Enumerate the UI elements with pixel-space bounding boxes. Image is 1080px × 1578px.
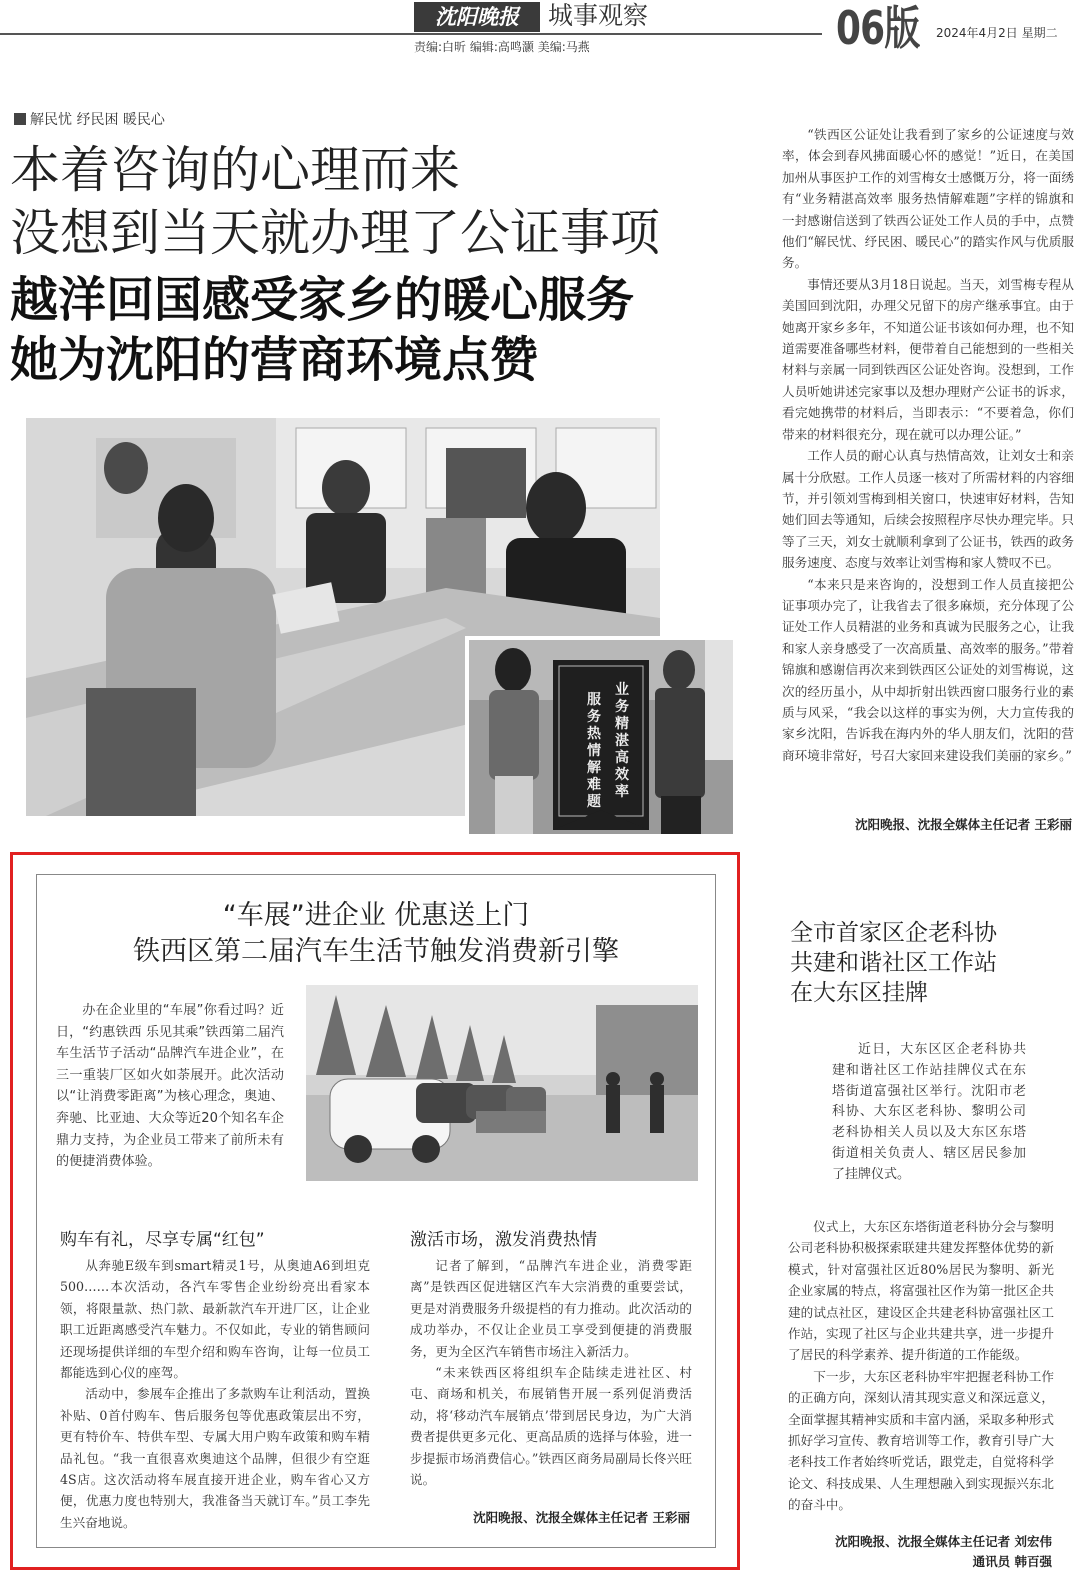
car-expo-byline: 沈阳晚报、沈报全媒体主任记者 王彩丽 [473,1510,690,1525]
top-article-body [782,124,1074,766]
car-expo-intro [56,1000,284,1173]
car-expo-column-1 [60,1255,370,1533]
science-assoc-intro [832,1040,1026,1186]
intro-paragraph: 办在企业里的“车展”你看过吗？近日，“约惠铁西 乐见其乘”铁西第二届汽车生活节子活动“品牌汽车进企业”，在三一重装厂区如火如荼展开。此次活动以“让消费零距离”为核心理念，奥迪、奔驰、比亚迪、大众等近20个知名车企鼎力支持，为企业员工带来了前所未有的便捷消费体验。 [56,1003,284,1170]
subheading-red-packet: 购车有礼，尽享专属“红包” [60,1230,265,1250]
subheading-market: 激活市场，激发消费热情 [410,1230,597,1250]
science-assoc-title [790,918,997,1008]
title-line-2: 共建和谐社区工作站 [790,950,997,976]
paragraph: 从奔驰E级车到smart精灵1号，从奥迪A6到坦克500……本次活动，各汽车零售企业纷纷亮出看家本领，将限量款、热门款、最新款汽车开进厂区，让企业职工近距离感受汽车魅力。不仅如此，专业的销售顾问还现场提供详细的车型介绍和购车咨询，让每一位员工都能选到心仪的座驾。 [60,1258,370,1381]
paragraph: 仪式上，大东区东塔街道老科协分会与黎明公司老科协积极探索联建共建发挥整体优势的新模式，针对富强社区近80%居民为黎明、新光企业家属的特点，将富强社区作为第一批区企共建的试点社区，建设区企共建老科协富强社区工作站，实现了社区与企业共建共享，进一步提升了居民的科学素养、提升街道的工作能级。 [788,1219,1054,1363]
intro-paragraph: 近日，大东区区企老科协共建和谐社区工作站挂牌仪式在东塔街道富强社区举行。沈阳市老科协、大东区老科协、黎明公司老科协相关人员以及大东区东塔街道相关负责人、辖区居民参加了挂牌仪式。 [832,1042,1026,1182]
title-line-1: 全市首家区企老科协 [790,920,997,946]
paragraph: “铁西区公证处让我看到了家乡的公证速度与效率，体会到春风拂面暖心怀的感觉！”近日，在美国加州从事医护工作的刘雪梅女士感慨万分，将一面绣有“业务精湛高效率 服务热情解难题”字样的锦旗和一封感谢信送到了铁西公证处工作人员的手中，点赞他们“解民忧、纾民困、暖民心”的踏实作风与优质服务。 [782,127,1074,271]
square-bullet-icon [14,113,26,125]
paragraph: 事情还要从3月18日说起。当天，刘雪梅专程从美国回到沈阳，办理父兄留下的房产继承事宜。由于她离开家乡多年，不知道公证书该如何办理，也不知道需要准备哪些材料，便带着自己能想到的一些相关材料与亲属一同到铁西区公证处咨询。没想到，工作人员听她讲述完家事以及想办理财产公证书的诉求，看完她携带的材料后，当即表示：“不要着急，你们带来的材料很充分，现在就可以办理公证。” [782,276,1074,442]
headline-line-1: 本着咨询的心理而来 [10,141,460,199]
banner-text-line-1: 业务精湛高效率 [615,682,629,800]
paragraph: 下一步，大东区老科协牢牢把握老科协工作的正确方向，深刻认清其现实意义和深远意义，全面掌握其精神实质和丰富内涵，采取多种形式抓好学习宣传、教育培训等工作，教育引导广大老科技工作者始终听党话，跟党走，自觉将科学论文、科技成果、人生理想融入到实现振兴东北的奋斗中。 [788,1368,1054,1513]
science-assoc-body [788,1216,1054,1516]
title-line-3: 在大东区挂牌 [790,980,928,1006]
header-rule [0,33,822,35]
paragraph: “本来只是来咨询的，没想到工作人员直接把公证事项办完了，让我省去了很多麻烦，充分体现了公证处工作人员精湛的业务和真诚为民服务之心，让我和家人亲身感受了一次高质量、高效率的服务。”带着锦旗和感谢信再次来到铁西区公证处的刘雪梅说，这次的经历虽小，从中却折射出铁西窗口服务行业的素质与风采，“我会以这样的事实为例，大力宣传我的家乡沈阳，告诉我在海内外的华人朋友们，沈阳的营商环境非常好，号召大家回来建设我们美丽的家乡。” [782,576,1074,763]
science-assoc-byline: 沈阳晚报、沈报全媒体主任记者 刘宏伟 [835,1534,1052,1549]
banner-presentation-photo [465,636,737,838]
headline-line-4: 她为沈阳的营商环境点赞 [10,332,539,388]
car-expo-title-2: 铁西区第二届汽车生活节触发消费新引擎 [133,936,619,967]
editors-credit: 责编:白昕 编辑:高鸣灏 美编:马燕 [414,40,590,54]
banner-text-line-2: 服务热情解难题 [587,692,601,810]
paragraph: 工作人员的耐心认真与热情高效，让刘女士和亲属十分欣慰。工作人员逐一核对了所需材料的内容细节，并引领刘雪梅到相关窗口，快速审好材料，告知她们回去等通知，后续会按照程序尽快办理完毕。只等了三天，刘女士就顺利拿到了公证书，铁西的政务服务速度、态度与效率让刘雪梅和家人赞叹不已。 [782,448,1074,571]
article-kicker [14,109,165,129]
headline-line-2: 没想到当天就办理了公证事项 [10,204,660,262]
car-expo-title-1: “车展”进企业 优惠送上门 [222,900,530,931]
page-number: 06版 [836,1,920,55]
newspaper-logo: 沈阳晚报 [414,2,540,32]
kicker-text: 解民忧 纾民困 暖民心 [30,112,165,128]
paragraph: 活动中，参展车企推出了多款购车让利活动，置换补贴、0首付购车、售后服务包等优惠政策层出不穷，更有特价车、特供车型、专属大用户购车政策和购车精品礼包。“我一直很喜欢奥迪这个品牌，但很少有空逛4S店。这次活动将车展直接开进企业，购车省心又方便，优惠力度也特别大，我准备当天就订车。”员工李先生兴奋地说。 [60,1386,370,1530]
headline-line-3: 越洋回国感受家乡的暖心服务 [10,272,635,328]
car-expo-column-2 [410,1255,692,1490]
section-name: 城事观察 [548,1,649,30]
paragraph: “未来铁西区将组织车企陆续走进社区、村屯、商场和机关，布展销售开展一系列促消费活动，将‘移动汽车展销点’带到居民身边，为广大消费者提供更多元化、更高品质的选择与体验，进一步提振市场消费信心。”铁西区商务局副局长佟兴旺说。 [410,1365,692,1488]
car-expo-photo [306,985,698,1181]
science-assoc-correspondent: 通讯员 韩百强 [972,1554,1052,1569]
top-article-byline: 沈阳晚报、沈报全媒体主任记者 王彩丽 [855,817,1072,832]
issue-date: 2024年4月2日 星期二 [936,26,1058,40]
paragraph: 记者了解到，“品牌汽车进企业，消费零距离”是铁西区促进辖区汽车大宗消费的重要尝试，更是对消费服务升级提档的有力推动。此次活动的成功举办，不仅让企业员工享受到便捷的消费服务，更为全区汽车销售市场注入新活力。 [410,1258,692,1359]
car-expo-photo-art [306,985,698,1181]
